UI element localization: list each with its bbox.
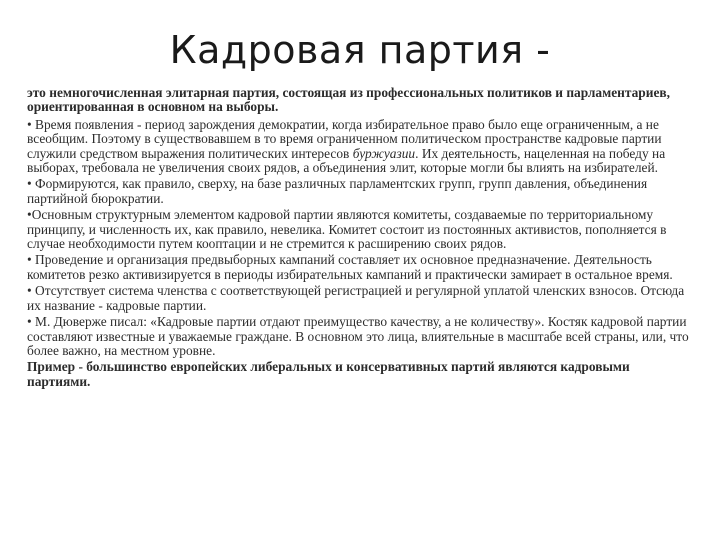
bullet-membership: • Отсутствует система членства с соответствующей регистрацией и регулярной уплатой членских взносов. Отсюда их название - кадровые партии. [27, 283, 685, 313]
bullet-campaigns: • Проведение и организация предвыборных кампаний составляет их основное предназначение. Деятельность комитетов резко активизируется в периоды избирательных кампаний и практически замирает в остальное время. [27, 252, 673, 282]
example-conclusion: Пример - большинство европейских либеральных и консервативных партий являются кадровыми партиями. [27, 359, 630, 389]
bullet-formation: • Формируются, как правило, сверху, на базе различных парламентских групп, групп давления, объединения партийной бюрократии. [27, 176, 648, 206]
bullet-emergence [27, 118, 692, 176]
definition-paragraph: это немногочисленная элитарная партия, состоящая из профессиональных политиков и парламентариев, ориентированная в основном на выборы. [27, 85, 670, 115]
bullet-duverger-quote: • М. Дюверже писал: «Кадровые партии отдают преимущество качеству, а не количеству». Костяк кадровой партии составляют известные и уважаемые граждане. В основном это лица, влиятельные в масштабе всей страны, или, что более важно, на местном уровне. [27, 314, 689, 358]
bullet-emergence-text-start: • Время появления - период зарождения демократии, когда избирательное право было еще ограниченным, а не всеобщим. Поэтому в существовавшем в то время ограниченном политическом пространстве кадровые партии служили средством выражения политических интересов [27, 116, 662, 161]
bullet-emergence-text-end: . Их деятельность, нацеленная на победу на выборах, требовала не увеличения своих рядов, а объединения элит, которые могли бы влиять на избирателей. [27, 145, 666, 176]
slide-title: Кадровая партия - [169, 28, 551, 72]
bullet-emergence-emphasis: буржуазии [352, 145, 416, 161]
slide-body [27, 86, 692, 391]
bullet-structure: •Основным структурным элементом кадровой партии являются комитеты, создаваемые по территориальному принципу, и численность их, как правило, невелика. Комитет состоит из постоянных активистов, пополняется в случае необходимости путем кооптации и не стремится к расширению своих рядов. [27, 207, 667, 252]
